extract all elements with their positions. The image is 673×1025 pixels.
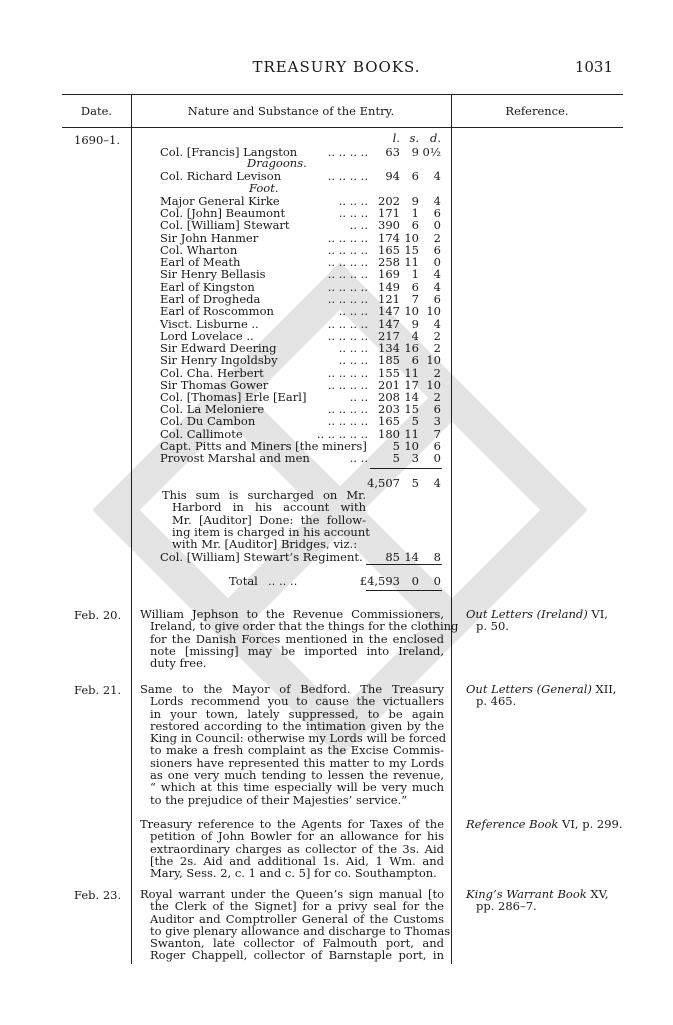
ledger-row-dots: .. .. .. .. <box>327 169 368 183</box>
ledger-row-dots: .. .. .. .. <box>327 280 368 294</box>
ledger-row-shillings: 3 <box>411 451 419 465</box>
entry-line: to the prejudice of their Majesties’ service.” <box>150 792 408 807</box>
entry-line: as one very much tending to lessen the revenue, <box>150 768 444 783</box>
ledger-row-pence: 6 <box>433 439 441 453</box>
surcharge-line: with Mr. [Auditor] Bridges, viz.: <box>172 537 358 552</box>
ledger-row-shillings: 6 <box>411 169 419 183</box>
subhead-foot: Foot. <box>249 181 279 195</box>
ledger-row-pounds: 155 <box>378 366 400 380</box>
ledger-row-name: Earl of Meath <box>160 255 241 269</box>
surcharge-note <box>162 488 370 552</box>
entry-date: Feb. 23. <box>74 888 122 902</box>
ledger-row-dots: .. .. .. .. <box>327 231 368 245</box>
table-header-rule <box>62 127 623 128</box>
ledger-row-pence: 2 <box>433 231 441 245</box>
ledger-row-pence: 6 <box>433 292 441 306</box>
column-header-nature: Nature and Substance of the Entry. <box>187 104 395 118</box>
stewart-row-pence: 8 <box>433 550 441 564</box>
subtotal-pence: 4 <box>433 476 441 490</box>
ledger-row-pounds: 169 <box>378 267 400 281</box>
entry-line: Mary, Sess. 2, c. 1 and c. 5] for co. Southampton. <box>150 866 437 881</box>
ledger-row-dots: .. .. .. .. <box>327 267 368 281</box>
ledger-row-dots: .. .. .. <box>338 206 368 220</box>
ledger-row-dots: .. .. .. .. <box>327 329 368 343</box>
total-label: Total <box>229 574 258 588</box>
entry-line: for the Danish Forces mentioned in the enclosed <box>150 631 444 646</box>
entry-line: the Clerk of the Signet] for a privy seal for the <box>150 899 444 914</box>
running-head <box>0 58 673 80</box>
ledger-row-pence: 2 <box>433 329 441 343</box>
subtotal-shillings: 5 <box>411 476 419 490</box>
ledger-row-shillings: 15 <box>404 402 419 416</box>
reference-page: pp. 286–7. <box>476 899 537 914</box>
ledger-row-pence: 0 <box>433 255 441 269</box>
ledger-row-pence: 7 <box>433 427 441 441</box>
reference-volume: VI, <box>587 607 608 621</box>
entry-date: Feb. 21. <box>74 683 122 697</box>
ledger-row-shillings: 9 <box>411 317 419 331</box>
entry-line: Ireland, to give order that the things for the clothing <box>150 619 459 634</box>
ledger-row-pence: 0 <box>433 218 441 232</box>
ledger-row-name: Earl of Roscommon <box>160 304 274 318</box>
ledger-row-name: Col. [John] Beaumont <box>160 206 286 220</box>
ledger-row-name: Capt. Pitts and Miners [the miners] <box>160 439 367 453</box>
stewart-row-pounds: 85 <box>385 550 400 564</box>
total-pence: 0 <box>433 574 441 588</box>
ledger-row-name: Sir Thomas Gower <box>160 378 269 392</box>
ledger-row-name: Col. Wharton <box>160 243 238 257</box>
ledger-row-name: Sir Edward Deering <box>160 341 277 355</box>
ledger-row-pence: 4 <box>433 267 441 281</box>
money-head-pounds: l. <box>392 131 400 145</box>
surcharge-line: ing item is charged in his account <box>172 524 370 539</box>
ledger-row-name: Lord Lovelace .. <box>160 329 254 343</box>
money-head-shillings: s. <box>409 131 419 145</box>
ledger-row-shillings: 1 <box>411 267 419 281</box>
ledger-row-name: Sir John Hanmer <box>160 231 259 245</box>
reference-title: Reference Book <box>466 817 559 831</box>
ledger-row-pounds: 258 <box>378 255 400 269</box>
ledger-row-pounds: 201 <box>378 378 400 392</box>
ledger-row-dots: .. .. .. .. <box>327 366 368 380</box>
ledger-row-dots: .. .. <box>349 218 368 232</box>
entry-line: note [missing] may be imported into Ireland, <box>150 643 444 658</box>
ledger-row-pence: 6 <box>433 243 441 257</box>
reference-title: Out Letters (General) <box>466 682 592 696</box>
ledger-row-pence: 2 <box>433 341 441 355</box>
ledger-row-pence: 10 <box>426 378 441 392</box>
ledger-row-pounds: 390 <box>378 218 400 232</box>
ledger-row-name: Sir Henry Ingoldsby <box>160 353 278 367</box>
ledger-row-name: Col. La Meloniere <box>160 402 265 416</box>
ledger-row-dots: .. .. .. .. <box>327 414 368 428</box>
ledger-row-shillings: 10 <box>404 304 419 318</box>
ledger-row-shillings: 5 <box>411 414 419 428</box>
entry-line: petition of John Bowler for an allowance for his <box>150 829 444 844</box>
ledger-row-dots: .. .. .. .. <box>327 255 368 269</box>
ledger-row-dots: .. .. .. <box>338 304 368 318</box>
ledger-row-name: Provost Marshal and men <box>160 451 310 465</box>
entry-line: duty free. <box>150 656 207 671</box>
ledger-row-shillings: 10 <box>404 439 419 453</box>
total-pounds: £4,593 <box>359 574 400 588</box>
ledger-row-name: Earl of Drogheda <box>160 292 261 306</box>
ledger-row-shillings: 1 <box>411 206 419 220</box>
ledger-row-pence: 2 <box>433 390 441 404</box>
reference-title: King’s Warrant Book <box>466 887 587 901</box>
ledger-row-dots: .. .. .. <box>338 353 368 367</box>
ledger-row-pounds: 94 <box>385 169 400 183</box>
ledger-row-name: Sir Henry Bellasis <box>160 267 266 281</box>
total-shillings: 0 <box>411 574 419 588</box>
ledger-row-pence: 4 <box>433 280 441 294</box>
ledger-row-pounds: 147 <box>378 304 400 318</box>
entry-date: Feb. 20. <box>74 608 122 622</box>
ledger-row-pence: 0½ <box>422 145 441 159</box>
ledger-row-shillings: 10 <box>404 231 419 245</box>
stewart-row-shillings: 14 <box>404 550 419 564</box>
ledger-row-pounds: 5 <box>392 451 400 465</box>
ledger-row-shillings: 11 <box>404 427 419 441</box>
entry-text <box>140 682 447 807</box>
ledger-row-shillings: 6 <box>411 218 419 232</box>
entry-line: Roger Chappell, collector of Barnstaple port, in <box>150 948 444 963</box>
subtotal-pounds: 4,507 <box>367 476 400 490</box>
ledger-row-shillings: 17 <box>404 378 419 392</box>
ledger-row-pounds: 147 <box>378 317 400 331</box>
entry-line: [the 2s. Aid and additional 1s. Aid, 1 Wm. and <box>150 853 444 868</box>
ledger-row-dots: .. .. .. .. <box>327 378 368 392</box>
surcharge-line: This sum is surcharged on Mr. <box>162 488 366 502</box>
entry-text <box>140 818 444 879</box>
table-top-rule <box>62 94 623 95</box>
ledger-row-dots: .. .. .. <box>338 194 368 208</box>
reference-page: p. 465. <box>476 694 517 709</box>
ledger-row-name: Earl of Kingston <box>160 280 255 294</box>
ledger-row-shillings: 6 <box>411 280 419 294</box>
reference-page: p. 50. <box>476 619 509 634</box>
ledger-row-pounds: 121 <box>378 292 400 306</box>
entry-line: sioners have represented this matter to my Lords <box>150 755 444 770</box>
entry-line: William Jephson to the Revenue Commissioners, <box>140 607 444 621</box>
entry-line: “ which at this time especially will be very much <box>150 780 444 795</box>
ledger-row-pounds: 180 <box>378 427 400 441</box>
ledger-row-pence: 4 <box>433 194 441 208</box>
ledger-row-pounds: 165 <box>378 243 400 257</box>
ledger-row-name: Col. [William] Stewart <box>160 218 290 232</box>
column-header-date: Date. <box>80 104 113 118</box>
entry-line: Same to the Mayor of Bedford. The Treasury <box>140 682 444 696</box>
entry-reference <box>466 608 608 633</box>
entry-line: Royal warrant under the Queen’s sign manual [to <box>140 887 444 901</box>
ledger-row-shillings: 7 <box>411 292 419 306</box>
entry-reference <box>466 683 616 708</box>
ledger-row-pounds: 63 <box>385 145 400 159</box>
ledger-row-name: Col. [Thomas] Erle [Earl] <box>160 390 307 404</box>
entry-line: to give plenary allowance and discharge to Thomas <box>150 923 451 938</box>
subtotal-rule <box>370 468 442 469</box>
entry-line: Treasury reference to the Agents for Taxes of the <box>140 817 444 831</box>
subhead-dragoons: Dragoons. <box>247 156 307 170</box>
stewart-row-name: Col. [William] Stewart’s Regiment. <box>160 550 363 564</box>
ledger-row-shillings: 6 <box>411 353 419 367</box>
ledger-row-dots: .. .. .. .. <box>327 402 368 416</box>
ledger-row-dots: .. .. .. .. <box>327 317 368 331</box>
total-rule-bottom <box>366 590 442 591</box>
ledger-row-pence: 4 <box>433 317 441 331</box>
entry-line: Lords recommend you to cause the victuallers <box>150 694 444 709</box>
surcharge-line: Mr. [Auditor] Done: the follow- <box>172 512 366 527</box>
ledger-row-pounds: 171 <box>378 206 400 220</box>
entry-text <box>140 607 459 671</box>
money-head-pence: d. <box>429 131 441 145</box>
year-label: 1690–1. <box>74 133 120 147</box>
ledger-row-pounds: 208 <box>378 390 400 404</box>
ledger-row-pence: 6 <box>433 206 441 220</box>
ledger-row-pence: 2 <box>433 366 441 380</box>
ledger-row-shillings: 16 <box>404 341 419 355</box>
ledger-row-pounds: 203 <box>378 402 400 416</box>
ledger-row-shillings: 9 <box>411 145 419 159</box>
total-dots: .. .. .. <box>268 574 298 588</box>
ledger-row-shillings: 9 <box>411 194 419 208</box>
reference-volume: VI, p. 299. <box>558 817 623 831</box>
page-title: TREASURY BOOKS. <box>252 58 421 76</box>
ledger-row-name: Major General Kirke <box>160 194 280 208</box>
ledger-row-shillings: 15 <box>404 243 419 257</box>
entry-line: extraordinary charges as collector of the 3s. Aid <box>150 841 444 856</box>
ledger-row-dots: .. .. <box>349 451 368 465</box>
entry-line: to make a fresh complaint as the Excise Commis- <box>150 743 444 758</box>
ledger-row-name: Col. Callimote <box>160 427 243 441</box>
ledger-row-dots: .. .. .. .. <box>327 145 368 159</box>
page-number: 1031 <box>574 58 613 76</box>
ledger-row-name: Col. Richard Levison <box>160 169 282 183</box>
ledger-row-pence: 10 <box>426 304 441 318</box>
ledger-row-name: Col. Cha. Herbert <box>160 366 264 380</box>
entry-reference <box>466 888 609 913</box>
reference-volume: XV, <box>586 887 609 901</box>
ledger-row-pounds: 5 <box>392 439 400 453</box>
ledger-row-pounds: 165 <box>378 414 400 428</box>
ledger-row-shillings: 4 <box>411 329 419 343</box>
ledger-row-dots: .. .. .. <box>338 341 368 355</box>
ledger-row-shillings: 11 <box>404 255 419 269</box>
ledger-row-pounds: 185 <box>378 353 400 367</box>
entry-text <box>140 887 451 963</box>
entry-line: King in Council: otherwise my Lords will be forced <box>150 731 447 746</box>
ledger-row-pence: 10 <box>426 353 441 367</box>
reference-title: Out Letters (Ireland) <box>466 607 588 621</box>
column-header-reference: Reference. <box>505 104 569 118</box>
column-divider-date <box>131 94 132 964</box>
entry-line: in your town, lately suppressed, to be again <box>150 706 444 721</box>
total-rule-top <box>366 564 442 565</box>
ledger-row-pence: 0 <box>433 451 441 465</box>
ledger-row-shillings: 11 <box>404 366 419 380</box>
ledger-row-name: Col. [Francis] Langston <box>160 145 298 159</box>
ledger-row-shillings: 14 <box>404 390 419 404</box>
ledger-row-pounds: 174 <box>378 231 400 245</box>
ledger-row-dots: .. .. .. .. .. <box>316 427 368 441</box>
ledger-row-pence: 6 <box>433 402 441 416</box>
entry-line: Auditor and Comptroller General of the Customs <box>150 911 444 926</box>
entry-line: restored according to the intimation given by the <box>150 718 444 733</box>
ledger-row-pence: 3 <box>433 414 441 428</box>
column-divider-reference <box>451 94 452 964</box>
ledger-row-dots: .. .. .. .. <box>327 243 368 257</box>
ledger-row-pence: 4 <box>433 169 441 183</box>
ledger-row-name: Visct. Lisburne .. <box>160 317 259 331</box>
reference-volume: XII, <box>591 682 617 696</box>
ledger-row-dots: .. .. <box>349 390 368 404</box>
entry-reference <box>466 818 623 830</box>
ledger-row-pounds: 134 <box>378 341 400 355</box>
ledger-row-pounds: 217 <box>378 329 400 343</box>
ledger-row-dots: .. .. .. .. <box>327 292 368 306</box>
entry-line: Swanton, late collector of Falmouth port, and <box>150 936 444 951</box>
ledger-row-pounds: 149 <box>378 280 400 294</box>
surcharge-line: Harbord in his account with <box>172 500 366 515</box>
ledger-row-name: Col. Du Cambon <box>160 414 256 428</box>
ledger-row-pounds: 202 <box>378 194 400 208</box>
